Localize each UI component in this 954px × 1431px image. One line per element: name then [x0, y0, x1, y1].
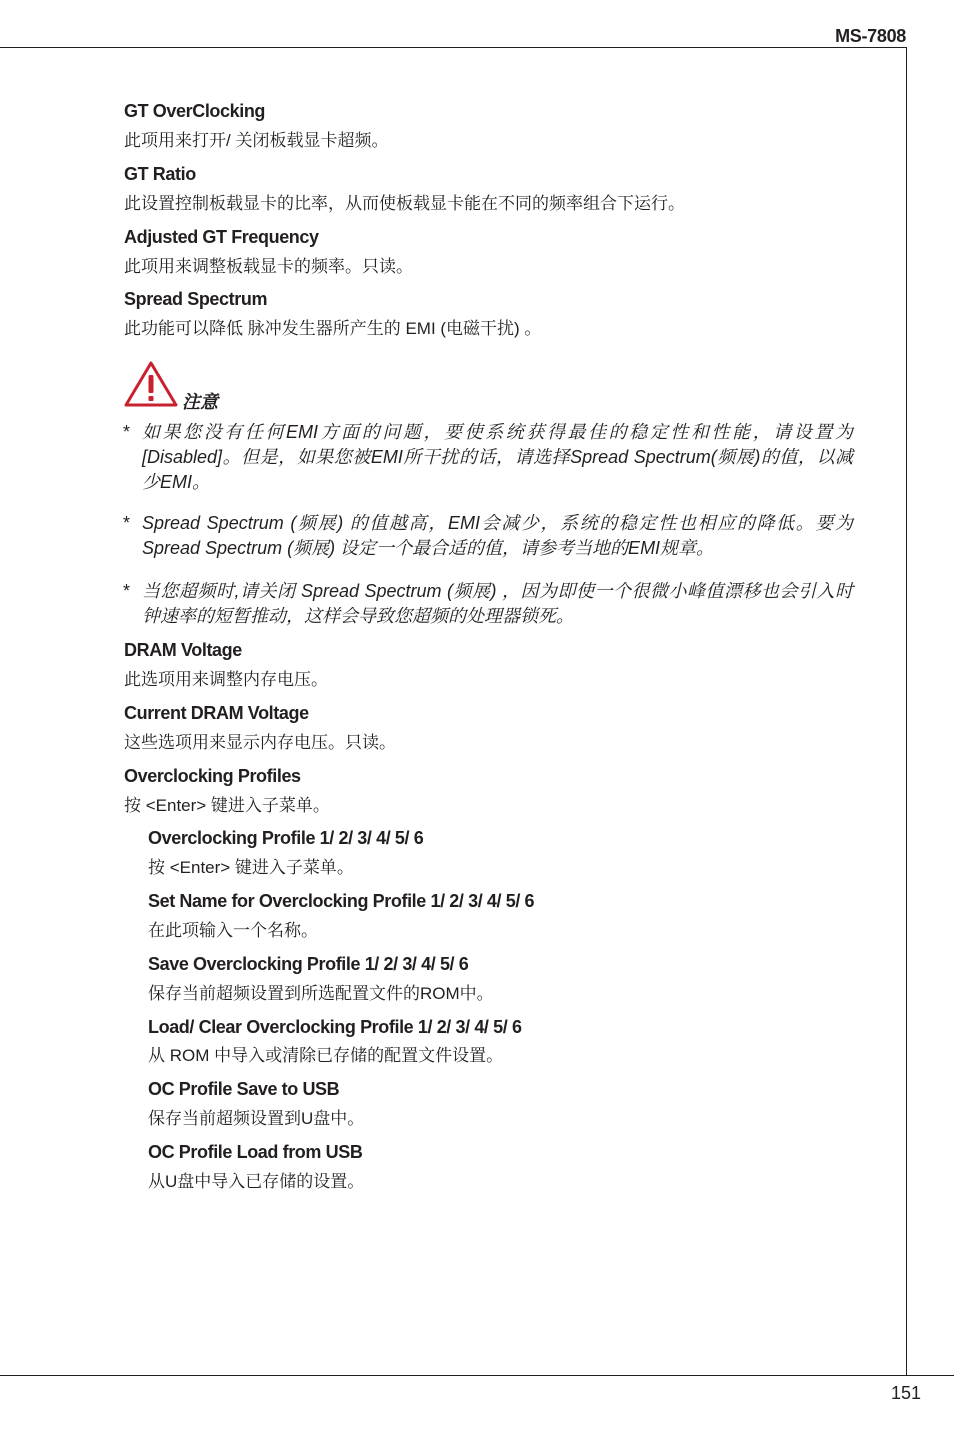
- section-desc-dram-voltage: 此选项用来调整内存电压。: [124, 670, 328, 689]
- footer-rule: [0, 1375, 954, 1376]
- section-title-gt-overclocking: GT OverClocking: [124, 101, 266, 121]
- section-desc-current-dram-voltage: 这些选项用来显示内存电压。只读。: [124, 733, 396, 752]
- bullet-star: *: [123, 422, 131, 442]
- note-text: 当您超频时,请关闭 Spread Spectrum (频展) ，因为即使一个很微小峰值漂移也会引入时钟速率的短暂推动，这样会导致您超频的处理器锁死。: [142, 581, 853, 626]
- bullet-star: *: [123, 581, 131, 601]
- warning-triangle-icon: [123, 360, 179, 408]
- section-title-gt-ratio: GT Ratio: [124, 164, 196, 184]
- subsection-desc-load-clear-profile: 从 ROM 中导入或清除已存储的配置文件设置。: [148, 1046, 504, 1065]
- note-item: [123, 420, 853, 495]
- section-desc-gt-ratio: 此设置控制板载显卡的比率，从而使板载显卡能在不同的频率组合下运行。: [124, 194, 685, 213]
- section-title-overclocking-profiles: Overclocking Profiles: [124, 766, 301, 786]
- section-title-spread-spectrum: Spread Spectrum: [124, 289, 268, 309]
- section-desc-gt-overclocking: 此项用来打开/ 关闭板载显卡超频。: [124, 131, 389, 150]
- subsection-desc-oc-load-usb: 从U盘中导入已存储的设置。: [148, 1172, 365, 1191]
- bullet-star: *: [123, 513, 131, 533]
- section-desc-overclocking-profiles: 按 <Enter> 键进入子菜单。: [124, 796, 330, 815]
- page-number: 151: [890, 1383, 921, 1403]
- subsection-desc-overclocking-profile: 按 <Enter> 键进入子菜单。: [148, 858, 354, 877]
- section-title-dram-voltage: DRAM Voltage: [124, 640, 242, 660]
- subsection-desc-set-name: 在此项输入一个名称。: [148, 921, 318, 940]
- section-title-current-dram-voltage: Current DRAM Voltage: [124, 703, 309, 723]
- header-rule: [0, 47, 906, 48]
- note-text: 如果您没有任何EMI方面的问题，要使系统获得最佳的稳定性和性能，请设置为[Disabled]。但是，如果您被EMI所干扰的话，请选择Spread Spectrum(频展)的值，以减少EMI。: [142, 422, 853, 492]
- subsection-title-oc-save-usb: OC Profile Save to USB: [148, 1079, 340, 1099]
- note-text: Spread Spectrum (频展) 的值越高，EMI会减少，系统的稳定性也相应的降低。要为Spread Spectrum (频展) 设定一个最合适的值，请参考当地的EMI规章。: [142, 513, 853, 558]
- subsection-desc-oc-save-usb: 保存当前超频设置到U盘中。: [148, 1109, 365, 1128]
- note-item: [123, 511, 853, 561]
- section-title-adjusted-gt-frequency: Adjusted GT Frequency: [124, 227, 319, 247]
- section-desc-spread-spectrum: 此功能可以降低 脉冲发生器所产生的 EMI (电磁干扰) 。: [124, 319, 542, 338]
- subsection-title-save-profile: Save Overclocking Profile 1/ 2/ 3/ 4/ 5/ 6: [148, 954, 469, 974]
- subsection-title-oc-load-usb: OC Profile Load from USB: [148, 1142, 363, 1162]
- subsection-title-overclocking-profile: Overclocking Profile 1/ 2/ 3/ 4/ 5/ 6: [148, 828, 424, 848]
- model-name: MS-7808: [835, 26, 906, 46]
- note-title: 注意: [182, 392, 218, 412]
- subsection-title-load-clear-profile: Load/ Clear Overclocking Profile 1/ 2/ 3/ 4/ 5/ 6: [148, 1017, 522, 1037]
- section-desc-adjusted-gt-frequency: 此项用来调整板载显卡的频率。只读。: [124, 257, 413, 276]
- subsection-title-set-name: Set Name for Overclocking Profile 1/ 2/ 3/ 4/ 5/ 6: [148, 891, 535, 911]
- margin-rule: [906, 47, 907, 1375]
- note-item: [123, 579, 853, 629]
- subsection-desc-save-profile: 保存当前超频设置到所选配置文件的ROM中。: [148, 984, 494, 1003]
